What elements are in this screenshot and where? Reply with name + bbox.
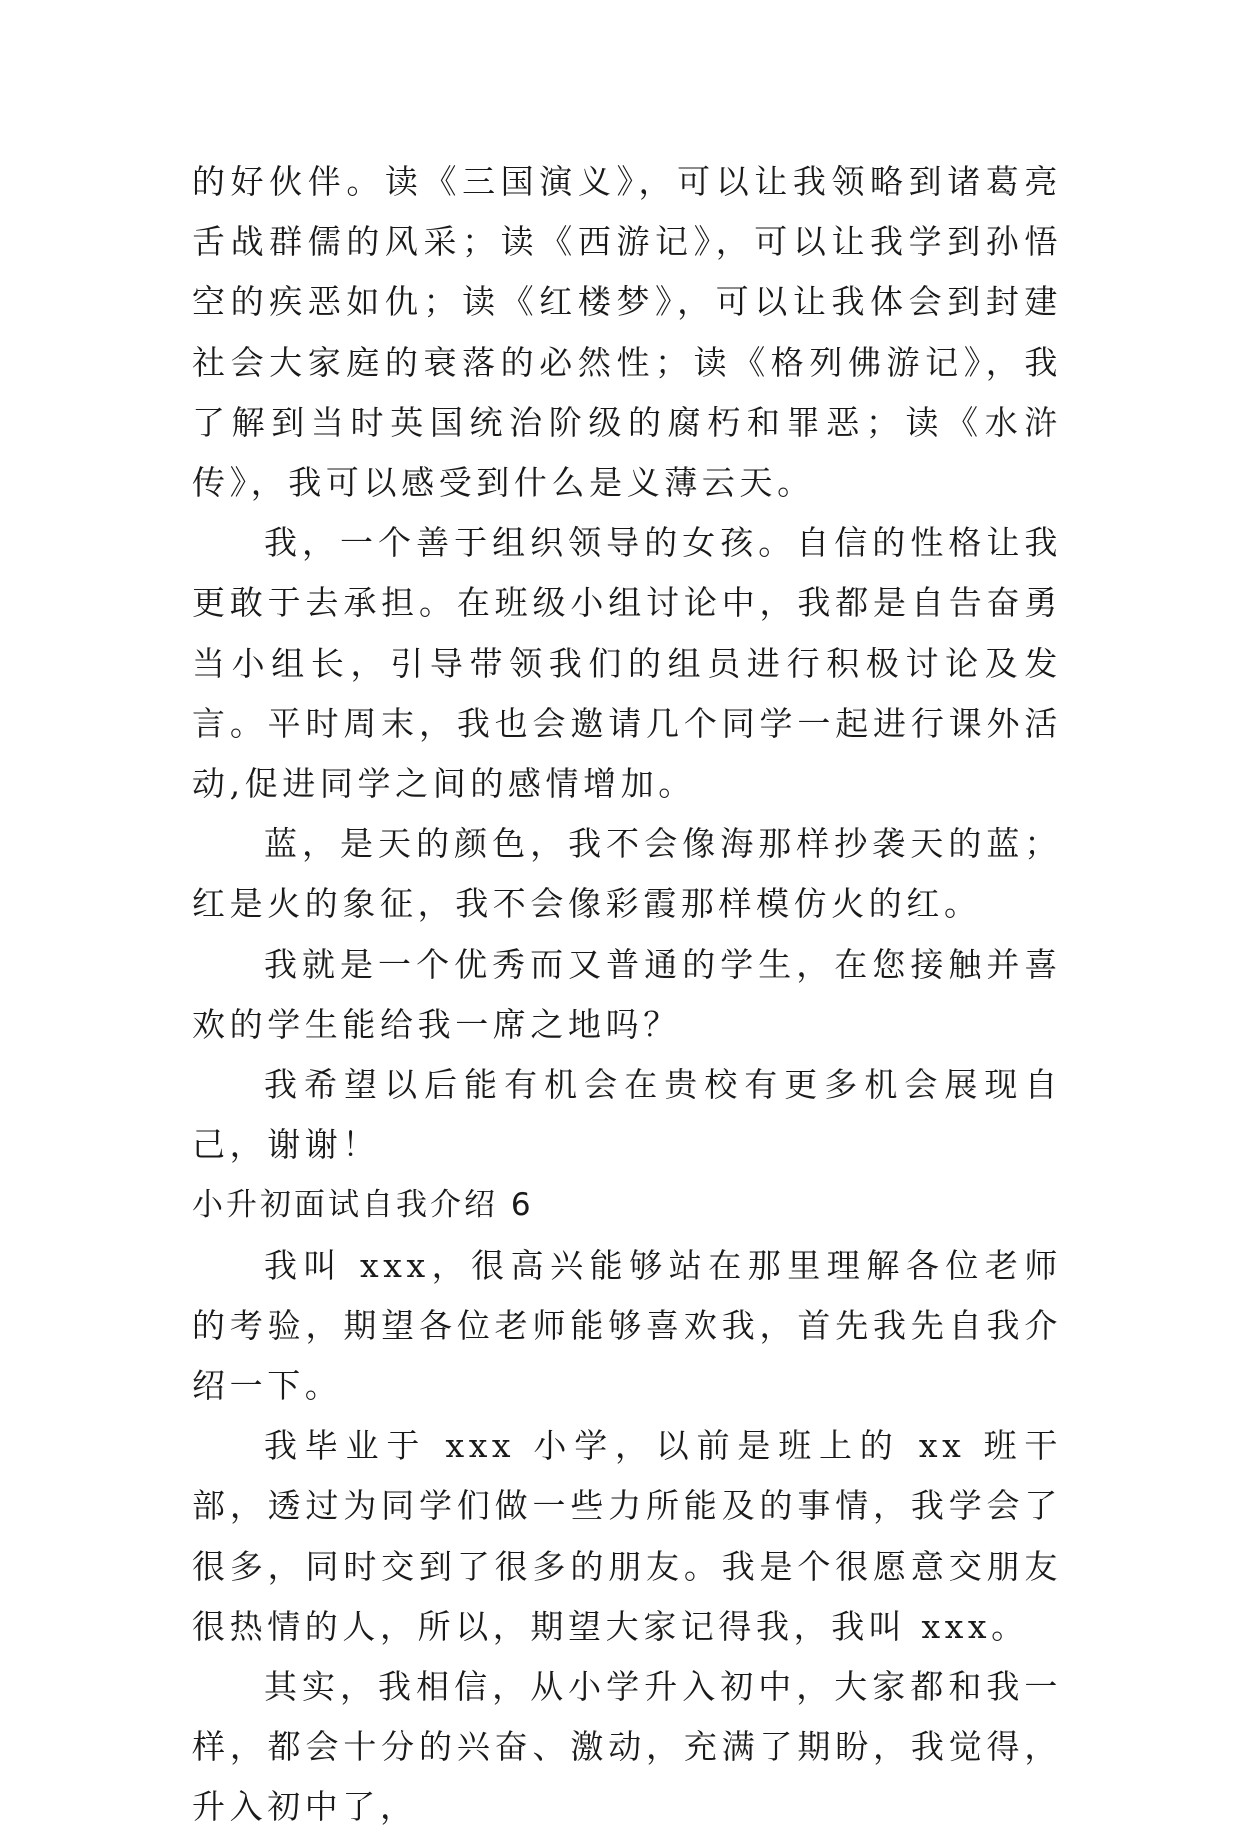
paragraph: 我就是一个优秀而又普通的学生，在您接触并喜欢的学生能给我一席之地吗？ [192, 944, 1062, 1044]
section-heading: 小升初面试自我介绍 6 [192, 1187, 534, 1224]
paragraph: 我希望以后能有机会在贵校有更多机会展现自己，谢谢！ [192, 1065, 1062, 1165]
paragraph: 我，一个善于组织领导的女孩。自信的性格让我更敢于去承担。在班级小组讨论中，我都是自告奋勇当小组长，引导带领我们的组员进行积极讨论及发言。平时周末，我也会邀请几个同学一起进行课外活动,促进同学之间的感情增加。 [192, 523, 1062, 804]
paragraph: 我毕业于 xxx 小学，以前是班上的 xx 班干部，透过为同学们做一些力所能及的事情，我学会了很多，同时交到了很多的朋友。我是个很愿意交朋友很热情的人，所以，期望大家记得我，我叫 xxx。 [192, 1426, 1062, 1646]
paragraph: 的好伙伴。读《三国演义》，可以让我领略到诸葛亮舌战群儒的风采；读《西游记》，可以让我学到孙悟空的疾恶如仇；读《红楼梦》，可以让我体会到封建社会大家庭的衰落的必然性；读《格列佛游记》，我了解到当时英国统治阶级的腐朽和罪恶；读《水浒传》，我可以感受到什么是义薄云天。 [192, 162, 1062, 503]
paragraph: 我叫 xxx，很高兴能够站在那里理解各位老师的考验，期望各位老师能够喜欢我，首先我先自我介绍一下。 [192, 1245, 1062, 1406]
paragraph: 其实，我相信，从小学升入初中，大家都和我一样，都会十分的兴奋、激动，充满了期盼，我觉得，升入初中了， [192, 1667, 1062, 1827]
document-body [192, 152, 1062, 1838]
paragraph: 蓝，是天的颜色，我不会像海那样抄袭天的蓝；红是火的象征，我不会像彩霞那样模仿火的红。 [192, 824, 1062, 924]
